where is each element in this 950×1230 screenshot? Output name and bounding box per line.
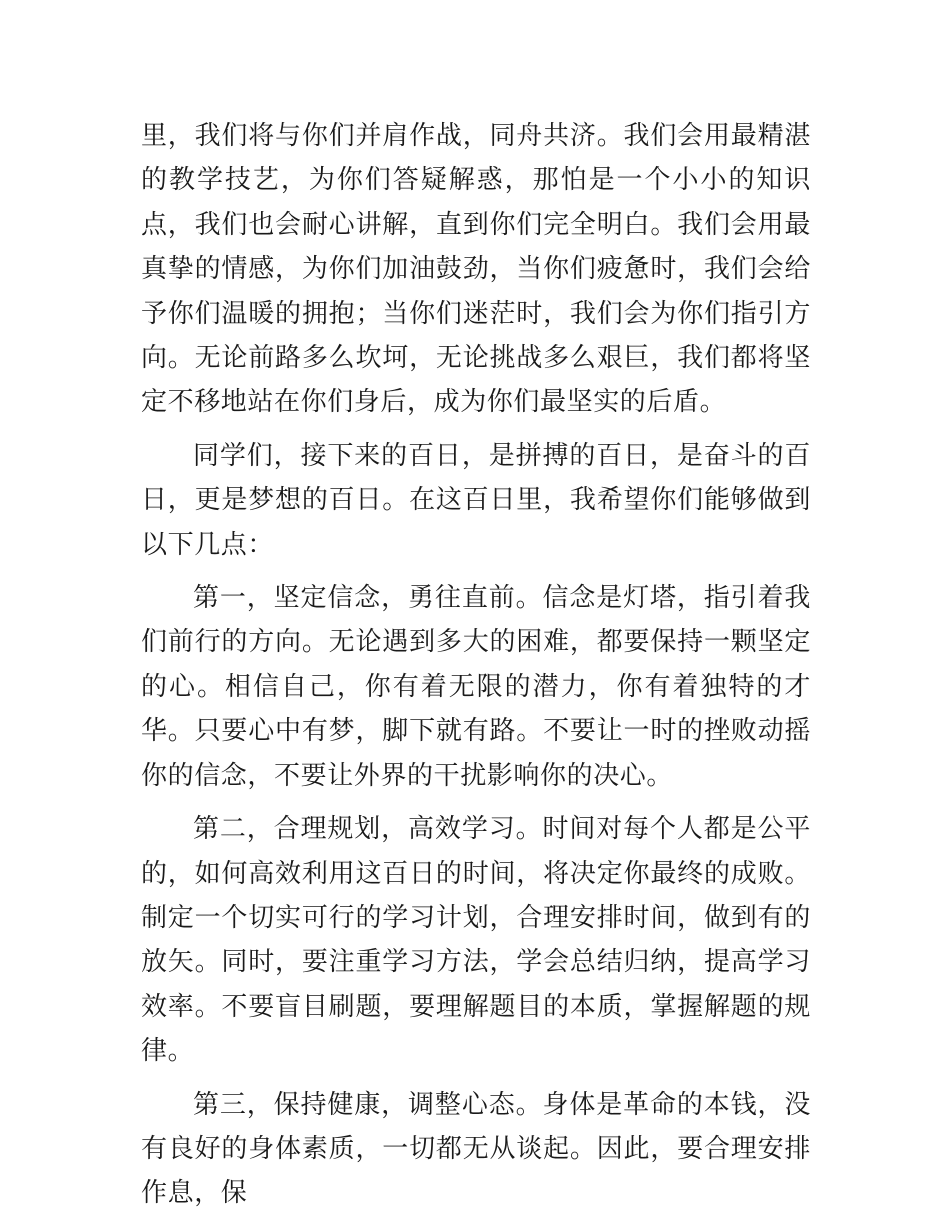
- paragraph-5: 第三，保持健康，调整心态。身体是革命的本钱，没有良好的身体素质，一切都无从谈起。因此，要合理安排作息，保: [141, 1089, 811, 1209]
- document-body: [141, 114, 811, 1225]
- paragraph-4: 第二，合理规划，高效学习。时间对每个人都是公平的，如何高效利用这百日的时间，将决定你最终的成败。制定一个切实可行的学习计划，合理安排时间，做到有的放矢。同时，要注重学习方法，学会总结归纳，提高学习效率。不要盲目刷题，要理解题目的本质，掌握解题的规律。: [141, 814, 811, 1067]
- paragraph-2: 同学们，接下来的百日，是拼搏的百日，是奋斗的百日，更是梦想的百日。在这百日里，我希望你们能够做到以下几点：: [141, 440, 811, 560]
- paragraph-3: 第一，坚定信念，勇往直前。信念是灯塔，指引着我们前行的方向。无论遇到多大的困难，都要保持一颗坚定的心。相信自己，你有着无限的潜力，你有着独特的才华。只要心中有梦，脚下就有路。不要让一时的挫败动摇你的信念，不要让外界的干扰影响你的决心。: [141, 583, 811, 791]
- paragraph-1: 里，我们将与你们并肩作战，同舟共济。我们会用最精湛的教学技艺，为你们答疑解惑，那怕是一个小小的知识点，我们也会耐心讲解，直到你们完全明白。我们会用最真挚的情感，为你们加油鼓劲，当你们疲惫时，我们会给予你们温暖的拥抱；当你们迷茫时，我们会为你们指引方向。无论前路多么坎坷，无论挑战多么艰巨，我们都将坚定不移地站在你们身后，成为你们最坚实的后盾。: [141, 121, 811, 418]
